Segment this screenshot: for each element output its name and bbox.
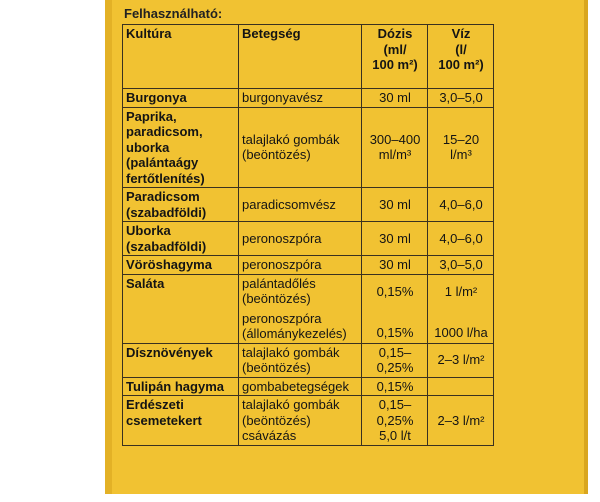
dose-cell: 0,15% 0,15%: [362, 274, 428, 343]
crop-cell: Erdészeti csemetekert: [123, 396, 239, 446]
column-header-dose: [362, 25, 428, 89]
water-cell: 3,0–5,0: [428, 89, 494, 108]
table-row: [123, 343, 494, 377]
crop-cell: Paprika, paradicsom, uborka (palántaágy fertőtlenítés): [123, 107, 239, 188]
disease-cell: burgonyavész: [239, 89, 362, 108]
crop-cell: Tulipán hagyma: [123, 377, 239, 396]
dose-header-line: (ml/: [383, 41, 407, 57]
water-cell: 2–3 l/m²: [428, 343, 494, 377]
dose-cell: 30 ml: [362, 256, 428, 275]
water-header-line: Víz: [451, 26, 471, 41]
water-header-line: (l/: [455, 41, 467, 57]
dose-cell: 0,15– 0,25% 5,0 l/t: [362, 396, 428, 446]
water-cell: 4,0–6,0: [428, 188, 494, 222]
crop-cell: Paradicsom (szabadföldi): [123, 188, 239, 222]
dose-cell: 0,15– 0,25%: [362, 343, 428, 377]
crop-cell: Vöröshagyma: [123, 256, 239, 275]
usage-heading: Felhasználható:: [124, 6, 223, 21]
disease-cell: gombabetegségek: [239, 377, 362, 396]
table-row: [123, 396, 494, 446]
disease-cell: palántadőlés (beöntözés) peronoszpóra (állománykezelés): [239, 274, 362, 343]
table-row: [123, 89, 494, 108]
table-row: [123, 188, 494, 222]
table-row: [123, 107, 494, 188]
disease-cell: talajlakó gombák (beöntözés): [239, 343, 362, 377]
water-cell: 2–3 l/m²: [428, 396, 494, 446]
table-header-row: [123, 25, 494, 89]
dose-header-line: Dózis: [377, 26, 413, 41]
disease-cell: peronoszpóra: [239, 222, 362, 256]
column-header-crop: Kultúra: [123, 25, 239, 89]
table-row: [123, 274, 494, 343]
dose-cell: 300–400 ml/m³: [362, 107, 428, 188]
panel-left-edge: [105, 0, 112, 494]
dose-header-line: 100 m²): [372, 57, 418, 72]
water-cell: [428, 377, 494, 396]
dose-cell: 30 ml: [362, 222, 428, 256]
crop-cell: Burgonya: [123, 89, 239, 108]
crop-cell: Saláta: [123, 274, 239, 343]
dose-cell: 30 ml: [362, 188, 428, 222]
dose-cell: 0,15%: [362, 377, 428, 396]
crop-cell: Dísznövények: [123, 343, 239, 377]
label-panel: [112, 0, 584, 494]
crop-cell: Uborka (szabadföldi): [123, 222, 239, 256]
table-row: [123, 222, 494, 256]
column-header-water: [428, 25, 494, 89]
table-row: [123, 256, 494, 275]
water-cell: 1 l/m² 1000 l/ha: [428, 274, 494, 343]
disease-cell: paradicsomvész: [239, 188, 362, 222]
column-header-disease: Betegség: [239, 25, 362, 89]
water-header-line: 100 m²): [438, 57, 484, 72]
disease-cell: talajlakó gombák (beöntözés) csávázás: [239, 396, 362, 446]
disease-cell: talajlakó gombák (beöntözés): [239, 107, 362, 188]
water-cell: 4,0–6,0: [428, 222, 494, 256]
usage-table: [122, 24, 494, 446]
panel-right-edge: [584, 0, 588, 494]
water-cell: 3,0–5,0: [428, 256, 494, 275]
water-cell: 15–20 l/m³: [428, 107, 494, 188]
disease-cell: peronoszpóra: [239, 256, 362, 275]
dose-cell: 30 ml: [362, 89, 428, 108]
table-row: [123, 377, 494, 396]
